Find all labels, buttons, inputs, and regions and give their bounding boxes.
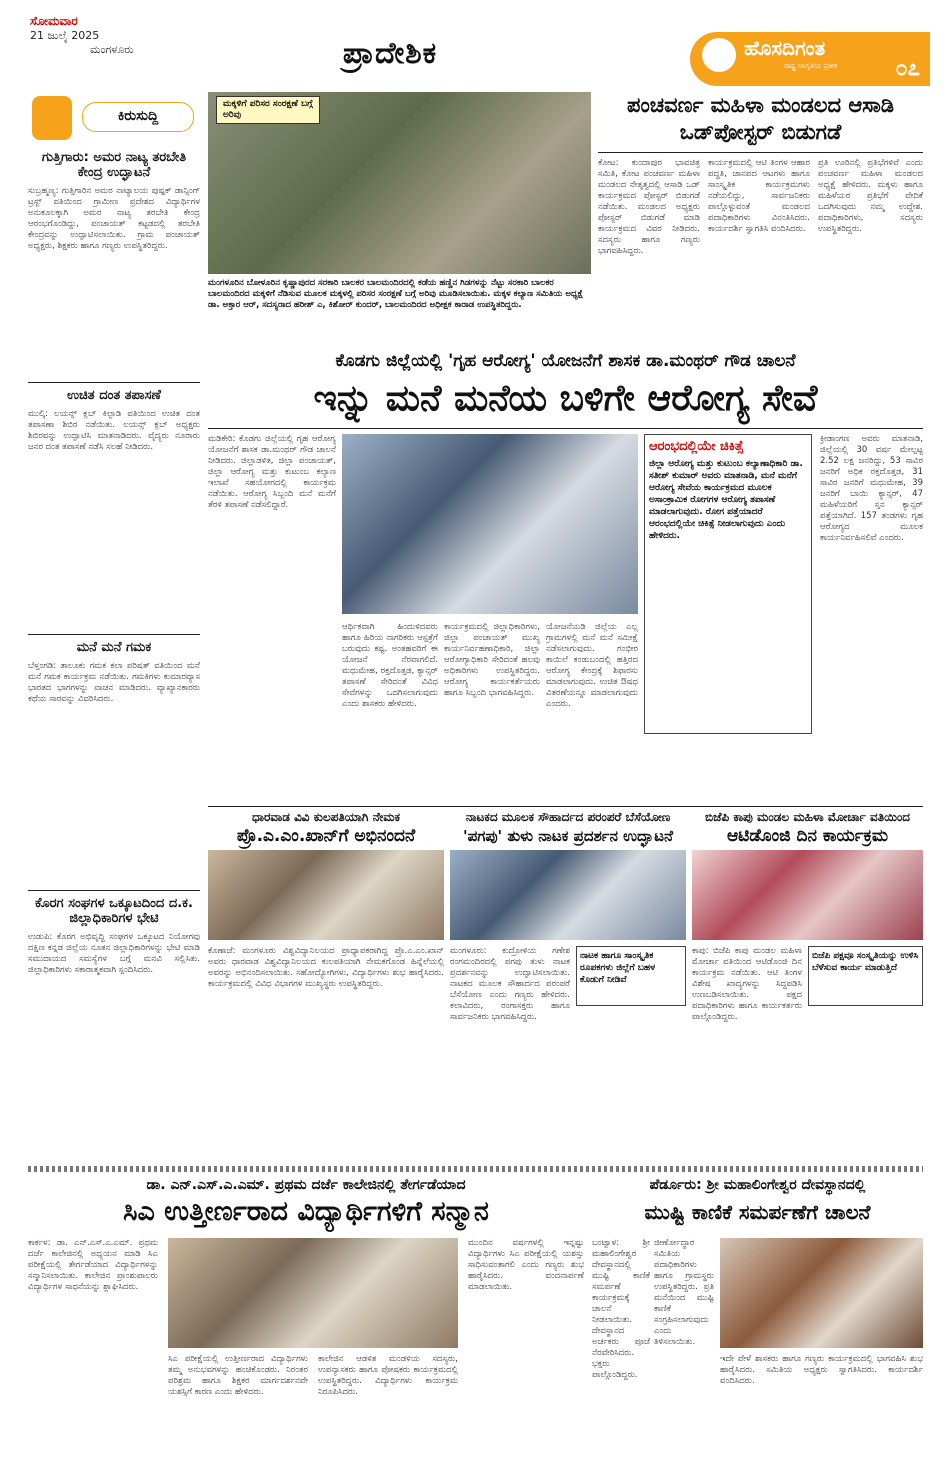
kirusuddi-header: [28, 92, 200, 144]
page-number: ೦೭: [895, 56, 920, 81]
masthead-date: 21 ಜುಲೈ 2025: [30, 29, 100, 42]
story-col-2: ಜೀರ್ಣೋದ್ಧಾರ ಸಮಿತಿಯ ಪದಾಧಿಕಾರಿಗಳು ಹಾಗೂ ಗ್ರಾಮಸ್ಥರು ಉಪಸ್ಥಿತರಿದ್ದರು. ಪ್ರತಿ ಮನೆಯಿಂದ ಮುಷ್ಟಿ ಕಾಣಿಕೆ ಸಂಗ್ರಹಿಸಲಾಗುವುದು ಎಂದು ತಿಳಿಸಲಾಯಿತು.: [654, 1238, 714, 1347]
photo-felicitation: [208, 850, 444, 940]
top-right-story: [598, 92, 923, 340]
story-headline: ಪ್ರೊ.ಎ.ಎಂ.ಖಾನ್‌ಗೆ ಅಭಿನಂದನೆ: [236, 826, 416, 846]
lead-sidebar: [644, 434, 812, 734]
story-col-2: ಸಿಎ ಪರೀಕ್ಷೆಯಲ್ಲಿ ಉತ್ತೀರ್ಣರಾದ ವಿದ್ಯಾರ್ಥಿಗಳು ತಮ್ಮ ಅನುಭವಗಳನ್ನು ಹಂಚಿಕೊಂಡರು. ನಿರಂತರ ಪರಿಶ್ರಮ ಹಾಗೂ ಶಿಕ್ಷಕರ ಮಾರ್ಗದರ್ಶನವೇ ಯಶಸ್ಸಿಗೆ ಕಾರಣ ಎಂದು ಹೇಳಿದರು.: [168, 1354, 308, 1397]
lead-kicker: ಕೊಡಗು ಜಿಲ್ಲೆಯಲ್ಲಿ 'ಗೃಹ ಆರೋಗ್ಯ' ಯೋಜನೆಗೆ ಶಾಸಕ ಡಾ.ಮಂಥರ್ ಗೌಡ ಚಾಲನೆ: [335, 351, 796, 371]
lead-col-5: ಕ್ರೀಡಾಂಗಣ ಅವರು ಮಾತನಾಡಿ, ಜಿಲ್ಲೆಯಲ್ಲಿ 30 ವರ್ಷ ಮೇಲ್ಪಟ್ಟ 2.52 ಲಕ್ಷ ಜನರಿದ್ದು, 53 ಸಾವಿರ ಜನರಿಗೆ ಅಧಿಕ ರಕ್ತದೊತ್ತಡ, 31 ಸಾವಿರ ಜನರಿಗೆ ಮಧುಮೇಹ, 39 ಜನರಿಗೆ ಬಾಯಿ ಕ್ಯಾನ್ಸರ್, 47 ಮಹಿಳೆಯರಿಗೆ ಸ್ತನ ಕ್ಯಾನ್ಸರ್ ಪತ್ತೆಯಾಗಿದೆ. 157 ತಂಡಗಳು ಗೃಹ ಆರೋಗ್ಯದ ಮೂಲಕ ಕಾರ್ಯನಿರ್ವಹಿಸಲಿವೆ ಎಂದರು.: [820, 434, 923, 543]
brief-body: ಮುಲ್ಕಿ: ಲಯನ್ಸ್ ಕ್ಲಬ್ ಕಿಲ್ಪಾಡಿ ವತಿಯಿಂದ ಉಚಿತ ದಂತ ತಪಾಸಣಾ ಶಿಬಿರ ನಡೆಯಿತು. ಲಯನ್ಸ್ ಕ್ಲಬ್ ಅಧ್ಯಕ್ಷರು ಶಿಬಿರವನ್ನು ಉದ್ಘಾಟಿಸಿ ಮಾತನಾಡಿದರು. ವೈದ್ಯರು ನೂರಾರು ಜನರ ದಂತ ತಪಾಸಣೆ ನಡೆಸಿ ಸಲಹೆ ನೀಡಿದರು.: [28, 409, 200, 452]
brief-headline: ಮನೆ ಮನೆ ಗಮಕ: [76, 640, 152, 655]
brief-2: [28, 388, 200, 628]
sidebar-title: ಆರಂಭದಲ್ಲಿಯೇ ಚಿಕಿತ್ಸೆ: [649, 439, 744, 454]
lead-col-1: ಮಡಿಕೇರಿ: ಕೊಡಗು ಜಿಲ್ಲೆಯಲ್ಲಿ ಗೃಹ ಆರೋಗ್ಯ ಯೋಜನೆಗೆ ಶಾಸಕ ಡಾ.ಮಂಥರ್ ಗೌಡ ಚಾಲನೆ ನೀಡಿದರು. ಜಿಲ್ಲಾಡಳಿತ, ಜಿಲ್ಲಾ ಪಂಚಾಯತ್, ಜಿಲ್ಲಾ ಆರೋಗ್ಯ ಮತ್ತು ಕುಟುಂಬ ಕಲ್ಯಾಣ ಇಲಾಖೆ ಸಹಯೋಗದಲ್ಲಿ ಕಾರ್ಯಕ್ರಮ ನಡೆಯಿತು. ಆರೋಗ್ಯ ಸಿಬ್ಬಂದಿ ಮನೆ ಮನೆಗೆ ತೆರಳಿ ತಪಾಸಣೆ ನಡೆಸಲಿದ್ದಾರೆ.: [208, 434, 336, 510]
story-kicker: ಪೆರ್ಡೂರು: ಶ್ರೀ ಮಹಾಲಿಂಗೇಶ್ವರ ದೇವಸ್ಥಾನದಲ್ಲಿ: [649, 1177, 866, 1193]
story-ca-students: [28, 1176, 584, 1446]
story-pullquote: [576, 946, 686, 1006]
masthead-day: ಸೋಮವಾರ: [30, 14, 78, 28]
brief-body: ಸುಬ್ರಹ್ಮಣ್ಯ: ಗುತ್ತಿಗಾರಿನ ಅಮರ ನಾಟ್ಯಾಲಯ ಪುಷ್ಪಕ್ ಡಾನ್ಸಿಂಗ್ ಟ್ರಸ್ಟ್ ವತಿಯಿಂದ ಗ್ರಾಮೀಣ ಪ್ರದೇಶದ ವಿದ್ಯಾರ್ಥಿಗಳ ಅನುಕೂಲಕ್ಕಾಗಿ ಅಮರ ನಾಟ್ಯ ತರಬೇತಿ ಕೇಂದ್ರ ಆರಂಭಗೊಂಡಿದ್ದು, ಪಂಚಾಯತ್ ಕಟ್ಟಡದಲ್ಲಿ ತರಬೇತಿ ಕೇಂದ್ರವನ್ನು ಉದ್ಘಾಟಿಸಲಾಯಿತು. ಗ್ರಾಮ ಪಂಚಾಯತ್ ಅಧ್ಯಕ್ಷರು, ಶಿಕ್ಷಕರು ಹಾಗೂ ಗಣ್ಯರು ಉಪಸ್ಥಿತರಿದ್ದರು.: [28, 186, 200, 251]
photo-lamp-lighting: [342, 434, 638, 614]
left-column: [28, 92, 200, 1062]
kirusuddi-icon: [32, 96, 72, 140]
lead-col-3: ಕಾರ್ಯಕ್ರಮದಲ್ಲಿ ಜಿಲ್ಲಾಧಿಕಾರಿಗಳು, ಜಿಲ್ಲಾ ಪಂಚಾಯತ್ ಮುಖ್ಯ ಕಾರ್ಯನಿರ್ವಹಣಾಧಿಕಾರಿ, ಜಿಲ್ಲಾ ಆರೋಗ್ಯಾಧಿಕಾರಿ ಸೇರಿದಂತೆ ಹಲವು ಅಧಿಕಾರಿಗಳು ಉಪಸ್ಥಿತರಿದ್ದರು. ಆರೋಗ್ಯ ಕಾರ್ಯಕರ್ತೆಯರು ಹಾಗೂ ಸಿಬ್ಬಂದಿ ಭಾಗವಹಿಸಿದ್ದರು.: [444, 622, 540, 698]
story-col-1: ಕಾರ್ಕಳ: ಡಾ. ಎನ್.ಎಸ್.ಎ.ಎಮ್. ಪ್ರಥಮ ದರ್ಜೆ ಕಾಲೇಜಿನಲ್ಲಿ ಅಧ್ಯಯನ ಮಾಡಿ ಸಿಎ ಪರೀಕ್ಷೆಯಲ್ಲಿ ತೇರ್ಗಡೆಯಾದ ವಿದ್ಯಾರ್ಥಿಗಳನ್ನು ಸನ್ಮಾನಿಸಲಾಯಿತು. ಕಾಲೇಜಿನ ಪ್ರಾಂಶುಪಾಲರು ವಿದ್ಯಾರ್ಥಿಗಳ ಸಾಧನೆಯನ್ನು ಶ್ಲಾಘಿಸಿದರು.: [28, 1238, 158, 1292]
story-col-2: ಕಾರ್ಯಕ್ರಮದಲ್ಲಿ ಆಟಿ ತಿಂಗಳ ಆಹಾರ ಪದ್ಧತಿ, ಜಾನಪದ ಆಟಗಳು ಹಾಗೂ ಸಾಂಸ್ಕೃತಿಕ ಕಾರ್ಯಕ್ರಮಗಳು ನಡೆಯಲಿದ್ದು, ಸಾರ್ವಜನಿಕರು ಪಾಲ್ಗೊಳ್ಳುವಂತೆ ಮಂಡಲದ ಪದಾಧಿಕಾರಿಗಳು ವಿನಂತಿಸಿದರು. ಕಾರ್ಯದರ್ಶಿ ಸ್ವಾಗತಿಸಿ ವಂದಿಸಿದರು.: [708, 158, 810, 234]
brief-headline: ಉಚಿತ ದಂತ ತಪಾಸಣೆ: [67, 388, 161, 403]
divider: [28, 890, 200, 891]
pullquote-text: ಬಿಜೆಪಿ ಪಕ್ಷವೂ ಸಂಸ್ಕೃತಿಯನ್ನು ಉಳಿಸಿ ಬೆಳೆಸುವ ಕಾರ್ಯ ಮಾಡುತ್ತಿದೆ: [812, 951, 919, 973]
photo-ca-felicitation: [168, 1238, 458, 1348]
photo-temple-event: [720, 1238, 923, 1348]
lead-headline: ಇನ್ನು ಮನೆ ಮನೆಯ ಬಳಿಗೇ ಆರೋಗ್ಯ ಸೇವೆ: [313, 378, 818, 419]
story-pagapu: [450, 810, 686, 1160]
photo-children-planting: [208, 92, 591, 274]
story-mushti-kanike: [592, 1176, 923, 1446]
brief-body: ಬೆಳ್ತಂಗಡಿ: ತಾಲೂಕು ಗಮಕ ಕಲಾ ಪರಿಷತ್ ವತಿಯಿಂದ ಮನೆ ಮನೆ ಗಮಕ ಕಾರ್ಯಕ್ರಮ ನಡೆಯಿತು. ಗಮಕಿಗಳು ಕುಮಾರವ್ಯಾಸ ಭಾರತದ ಭಾಗಗಳನ್ನು ವಾಚನ ಮಾಡಿದರು. ವ್ಯಾಖ್ಯಾನಕಾರರು ಕಥೆಯ ಸಾರವನ್ನು ವಿವರಿಸಿದರು.: [28, 661, 200, 704]
story-caption: ಇದೇ ವೇಳೆ ಶಾಸಕರು ಹಾಗೂ ಗಣ್ಯರು ಕಾರ್ಯಕ್ರಮದಲ್ಲಿ ಭಾಗವಹಿಸಿ ಶುಭ ಹಾರೈಸಿದರು. ಸಮಿತಿಯ ಅಧ್ಯಕ್ಷರು ಸ್ವಾಗತಿಸಿದರು. ಕಾರ್ಯದರ್ಶಿ ವಂದಿಸಿದರು.: [720, 1354, 923, 1386]
story-pullquote: [808, 946, 923, 1006]
story-headline: ಮುಷ್ಟಿ ಕಾಣಿಕೆ ಸಮರ್ಪಣೆಗೆ ಚಾಲನೆ: [644, 1200, 871, 1224]
story-headline: 'ಪಗಪು' ತುಳು ನಾಟಕ ಪ್ರದರ್ಶನ ಉದ್ಘಾಟನೆ: [463, 827, 673, 845]
lead-story: [208, 350, 923, 802]
brief-headline: ಕೊರಗ ಸಂಘಗಳ ಒಕ್ಕೂಟದಿಂದ ದ.ಕ. ಜಿಲ್ಲಾಧಿಕಾರಿಗಳ ಭೇಟಿ: [35, 896, 193, 926]
story-kicker: ಬಿಜೆಪಿ ಕಾಪು ಮಂಡಲ ಮಹಿಳಾ ಮೋರ್ಚಾ ವತಿಯಿಂದ: [704, 810, 911, 824]
section-title: ಪ್ರಾದೇಶಿಕ: [290, 36, 490, 80]
pullquote-text: ನಾಟಕ ಹಾಗೂ ಸಾಂಸ್ಕೃತಿಕ ರೂಪಕಗಳು ಜಿಲ್ಲೆಗೆ ಬಹಳ ಕೊಡುಗೆ ನೀಡಿವೆ: [580, 951, 655, 985]
brief-3: [28, 640, 200, 880]
story-khan: [208, 810, 444, 1160]
masthead-city: ಮಂಗಳೂರು: [90, 43, 134, 56]
registration-marks: [420, 1448, 480, 1456]
brief-body: ಉಡುಪಿ: ಕೊರಗ ಅಭಿವೃದ್ಧಿ ಸಂಘಗಳ ಒಕ್ಕೂಟದ ನಿಯೋಗವು ದಕ್ಷಿಣ ಕನ್ನಡ ಜಿಲ್ಲೆಯ ನೂತನ ಜಿಲ್ಲಾಧಿಕಾರಿಗಳನ್ನು ಭೇಟಿ ಮಾಡಿ ಸಮುದಾಯದ ಸಮಸ್ಯೆಗಳ ಬಗ್ಗೆ ಮನವಿ ಸಲ್ಲಿಸಿತು. ಜಿಲ್ಲಾಧಿಕಾರಿಗಳು ಸಕಾರಾತ್ಮಕವಾಗಿ ಸ್ಪಂದಿಸಿದರು.: [28, 932, 200, 975]
story-col-3: ಕಾಲೇಜಿನ ಆಡಳಿತ ಮಂಡಳಿಯ ಸದಸ್ಯರು, ಉಪನ್ಯಾಸಕರು ಹಾಗೂ ಪೋಷಕರು ಕಾರ್ಯಕ್ರಮದಲ್ಲಿ ಉಪಸ್ಥಿತರಿದ್ದರು. ವಿದ್ಯಾರ್ಥಿಗಳು ಕಾರ್ಯಕ್ರಮ ನಿರೂಪಿಸಿದರು.: [318, 1354, 458, 1397]
divider: [208, 806, 923, 807]
story-col-1: ಬಂಟ್ವಾಳ: ಶ್ರೀ ಮಹಾಲಿಂಗೇಶ್ವರ ದೇವಸ್ಥಾನದಲ್ಲಿ ಮುಷ್ಟಿ ಕಾಣಿಕೆ ಸಮರ್ಪಣೆ ಕಾರ್ಯಕ್ರಮಕ್ಕೆ ಚಾಲನೆ ನೀಡಲಾಯಿತು. ದೇವಸ್ಥಾನದ ಅರ್ಚಕರು ಪೂಜೆ ನೆರವೇರಿಸಿದರು. ಭಕ್ತರು ಪಾಲ್ಗೊಂಡಿದ್ದರು.: [592, 1238, 650, 1380]
story-kicker: ಡಾ. ಎನ್.ಎಸ್.ಎ.ಎಮ್. ಪ್ರಥಮ ದರ್ಜೆ ಕಾಲೇಜಿನಲ್ಲಿ ತೇರ್ಗಡೆಯಾದ: [146, 1177, 466, 1193]
brief-4: [28, 896, 200, 1062]
brand-name: ಹೊಸದಿಗಂತ: [744, 36, 826, 60]
brand-logo-icon: [702, 38, 736, 72]
divider: [598, 152, 923, 153]
story-headline: ಪಂಚವರ್ಣ ಮಹಿಳಾ ಮಂಡಲದ ಆಸಾಡಿ ಒಡ್‌ಪೋಸ್ಟರ್ ಬಿಡುಗಡೆ: [627, 93, 894, 144]
story-body: ಕಾಪು: ಬಿಜೆಪಿ ಕಾಪು ಮಂಡಲ ಮಹಿಳಾ ಮೋರ್ಚಾ ವತಿಯಿಂದ ಆಟಿಡೊಂಜಿ ದಿನ ಕಾರ್ಯಕ್ರಮ ನಡೆಯಿತು. ಆಟಿ ತಿಂಗಳ ವಿಶೇಷ ಖಾದ್ಯಗಳನ್ನು ಸಿದ್ಧಪಡಿಸಿ ಉಣಬಡಿಸಲಾಯಿತು. ಪಕ್ಷದ ಪದಾಧಿಕಾರಿಗಳು ಹಾಗೂ ಕಾರ್ಯಕರ್ತರು ಪಾಲ್ಗೊಂಡಿದ್ದರು.: [692, 946, 802, 1022]
story-kicker: ನಾಟಕದ ಮೂಲಕ ಸೌಹಾರ್ದದ ಪರಂಪರೆ ಬೆಸೆಯೋಣ: [465, 810, 671, 824]
story-col-4: ಮುಂದಿನ ವರ್ಷಗಳಲ್ಲಿ ಇನ್ನಷ್ಟು ವಿದ್ಯಾರ್ಥಿಗಳು ಸಿಎ ಪರೀಕ್ಷೆಯಲ್ಲಿ ಯಶಸ್ಸು ಸಾಧಿಸುವಂತಾಗಲಿ ಎಂದು ಗಣ್ಯರು ಶುಭ ಹಾರೈಸಿದರು. ವಂದನಾರ್ಪಣೆ ಮಾಡಲಾಯಿತು.: [468, 1238, 584, 1292]
kirusuddi-label: ಕಿರುಸುದ್ದಿ: [82, 102, 194, 132]
photo-label: ಮಕ್ಕಳಿಗೆ ಪರಿಸರ ಸಂರಕ್ಷಣೆ ಬಗ್ಗೆ ಅರಿವು: [216, 96, 320, 124]
photo-story: [208, 92, 591, 338]
divider: [208, 428, 923, 429]
brief-headline: ಗುತ್ತಿಗಾರು: ಅಮರ ನಾಟ್ಯ ತರಬೇತಿ ಕೇಂದ್ರ ಉದ್ಘಾಟನೆ: [41, 150, 187, 180]
story-kicker: ಧಾರವಾಡ ವಿವಿ ಕುಲಪತಿಯಾಗಿ ನೇಮಕ: [251, 810, 401, 824]
registration-marks: [88, 1448, 148, 1456]
divider-band: [28, 1166, 923, 1172]
lead-col-2: ಆರ್ಥಿಕವಾಗಿ ಹಿಂದುಳಿದವರು ಹಾಗೂ ಹಿರಿಯ ನಾಗರಿಕರು ಆಸ್ಪತ್ರೆಗೆ ಬರುವುದು ಕಷ್ಟ. ಅಂತಹವರಿಗೆ ಈ ಯೋಜನೆ ನೆರವಾಗಲಿದೆ. ಮಧುಮೇಹ, ರಕ್ತದೊತ್ತಡ, ಕ್ಯಾನ್ಸರ್ ತಪಾಸಣೆ ಸೇರಿದಂತೆ ವಿವಿಧ ಸೇವೆಗಳನ್ನು ಒದಗಿಸಲಾಗುವುದು ಎಂದು ಶಾಸಕರು ಹೇಳಿದರು.: [342, 622, 438, 709]
photo-caption: ಮಂಗಳೂರಿನ ಬೋಳೂರಿನ ಕೃಷ್ಣಾಪುರದ ಸರಕಾರಿ ಬಾಲಕರ ಬಾಲಮಂದಿರದಲ್ಲಿ ಕಡೆಯ ಹಣ್ಣಿನ ಗಿಡಗಳನ್ನು ನೆಟ್ಟು ಸರಕಾರಿ ಬಾಲಕರ ಬಾಲಮಂದಿರದ ಮಕ್ಕಳಿಗೆ ನೆಡಿಸುವ ಮೂಲಕ ಮಕ್ಕಳಲ್ಲಿ ಪರಿಸರ ಸಂರಕ್ಷಣೆ ಬಗ್ಗೆ ಅರಿವು ಮೂಡಿಸಲಾಯಿತು. ಮಕ್ಕಳ ಕಲ್ಯಾಣ ಸಮಿತಿಯ ಅಧ್ಯಕ್ಷೆ ಡಾ. ಅಕ್ತಾರ ಆರ್, ಸದಸ್ಯರಾದ ಹರೀಶ್ ಎ, ಕಿಶೋರ್ ಕುಂದರ್, ಬಾಲಮಂದಿರದ ಅಧೀಕ್ಷಕ ಕಾರಾಡ ಉಪಸ್ಥಿತರಿದ್ದರು.: [208, 278, 584, 310]
story-body: ಕೊಣಾಜೆ: ಮಂಗಳೂರು ವಿಶ್ವವಿದ್ಯಾನಿಲಯದ ಪ್ರಾಧ್ಯಾಪಕರಾಗಿದ್ದ ಪ್ರೊ.ಎ.ಎಂ.ಖಾನ್ ಅವರು ಧಾರವಾಡ ವಿಶ್ವವಿದ್ಯಾನಿಲಯದ ಕುಲಪತಿಯಾಗಿ ನೇಮಕಗೊಂಡ ಹಿನ್ನೆಲೆಯಲ್ಲಿ ಅವರನ್ನು ಅಭಿನಂದಿಸಲಾಯಿತು. ಸಹೋದ್ಯೋಗಿಗಳು, ವಿದ್ಯಾರ್ಥಿಗಳು ಶುಭ ಹಾರೈಸಿದರು. ಕಾರ್ಯಕ್ರಮದಲ್ಲಿ ವಿವಿಧ ವಿಭಾಗಗಳ ಮುಖ್ಯಸ್ಥರು ಉಪಸ್ಥಿತರಿದ್ದರು.: [208, 946, 444, 989]
photo-atidonji-event: [692, 850, 923, 940]
lead-col-4: ಯೋಜನೆಯಡಿ ಜಿಲ್ಲೆಯ ಎಲ್ಲ ಗ್ರಾಮಗಳಲ್ಲಿ ಮನೆ ಮನೆ ಸಮೀಕ್ಷೆ ನಡೆಸಲಾಗುವುದು. ಗಂಭೀರ ಕಾಯಿಲೆ ಕಂಡುಬಂದಲ್ಲಿ ಹತ್ತಿರದ ಆರೋಗ್ಯ ಕೇಂದ್ರಕ್ಕೆ ಶಿಫಾರಸು ಮಾಡಲಾಗುವುದು. ಉಚಿತ ಔಷಧ ವಿತರಣೆಯನ್ನೂ ಮಾಡಲಾಗುವುದು ಎಂದರು.: [546, 622, 638, 709]
brand-tagline: ರಾಷ್ಟ್ರ ಜಾಗೃತಿಯ ಪ್ರತೀಕ: [784, 62, 838, 70]
divider: [28, 382, 200, 383]
story-col-3: ಪ್ರತಿ ಊರಿನಲ್ಲಿ ಪ್ರತಿಭೆಗಳಿವೆ ಎಂದು ಪಂಚವರ್ಣ ಮಹಿಳಾ ಮಂಡಲದ ಅಧ್ಯಕ್ಷೆ ಹೇಳಿದರು. ಮಕ್ಕಳು ಹಾಗೂ ಮಹಿಳೆಯರ ಪ್ರತಿಭೆಗೆ ವೇದಿಕೆ ಒದಗಿಸುವುದು ನಮ್ಮ ಉದ್ದೇಶ. ಪದಾಧಿಕಾರಿಗಳು, ಸದಸ್ಯರು ಉಪಸ್ಥಿತರಿದ್ದರು.: [818, 158, 923, 234]
sidebar-body: ಜಿಲ್ಲಾ ಆರೋಗ್ಯ ಮತ್ತು ಕುಟುಂಬ ಕಲ್ಯಾಣಾಧಿಕಾರಿ ಡಾ. ಸತೀಶ್ ಕುಮಾರ್ ಅವರು ಮಾತನಾಡಿ, ಮನೆ ಮನೆಗೆ ಆರೋಗ್ಯ ಸೇವೆಯ ಕಾರ್ಯಕ್ರಮದ ಮೂಲಕ ಅಸಾಂಕ್ರಾಮಿಕ ರೋಗಗಳ ಆರೋಗ್ಯ ತಪಾಸಣೆ ಮಾಡಲಾಗುವುದು. ರೋಗ ಪತ್ತೆಯಾದರೆ ಆರಂಭದಲ್ಲಿಯೇ ಚಿಕಿತ್ಸೆ ನೀಡಲಾಗುವುದು ಎಂದು ಹೇಳಿದರು.: [649, 459, 803, 541]
photo-drama-inauguration: [450, 850, 686, 940]
brief-1: [28, 150, 200, 375]
story-col-1: ಕೋಟ: ಕುಂದಾಪುರ ಭಾವಚಿತ್ರ ಸಮಿತಿ, ಕೋಟ ಪಂಚವರ್ಣ ಮಹಿಳಾ ಮಂಡಲದ ನೇತೃತ್ವದಲ್ಲಿ ಆಸಾಡಿ ಒಡ್ ಕಾರ್ಯಕ್ರಮದ ಪೋಸ್ಟರ್ ಬಿಡುಗಡೆ ನಡೆಯಿತು. ಮಂಡಲದ ಅಧ್ಯಕ್ಷರು ಪೋಸ್ಟರ್ ಬಿಡುಗಡೆ ಮಾಡಿ ಕಾರ್ಯಕ್ರಮದ ವಿವರ ನೀಡಿದರು. ಸದಸ್ಯರು ಹಾಗೂ ಗಣ್ಯರು ಭಾಗವಹಿಸಿದ್ದರು.: [598, 158, 700, 256]
story-atidonji: [692, 810, 923, 1160]
masthead: [0, 0, 945, 86]
story-headline: ಆಟಿಡೊಂಜಿ ದಿನ ಕಾರ್ಯಕ್ರಮ: [726, 826, 889, 846]
divider: [28, 634, 200, 635]
brand-block: [690, 32, 930, 86]
story-body: ಮಂಗಳೂರು: ಕುದ್ರೋಳಿಯ ಗಣೇಶ ರಂಗಮಂದಿರದಲ್ಲಿ ಪಗಪು ತುಳು ನಾಟಕ ಪ್ರದರ್ಶನವನ್ನು ಉದ್ಘಾಟಿಸಲಾಯಿತು. ನಾಟಕದ ಮೂಲಕ ಸೌಹಾರ್ದದ ಪರಂಪರೆ ಬೆಸೆಯೋಣ ಎಂದು ಗಣ್ಯರು ಹೇಳಿದರು. ಕಲಾವಿದರು, ರಂಗಾಸಕ್ತರು ಹಾಗೂ ಸಾರ್ವಜನಿಕರು ಭಾಗವಹಿಸಿದ್ದರು.: [450, 946, 570, 1022]
story-headline: ಸಿಎ ಉತ್ತೀರ್ಣರಾದ ವಿದ್ಯಾರ್ಥಿಗಳಿಗೆ ಸನ್ಮಾನ: [123, 1196, 489, 1227]
registration-marks: [780, 1448, 840, 1456]
masthead-dateblock: [30, 14, 140, 74]
